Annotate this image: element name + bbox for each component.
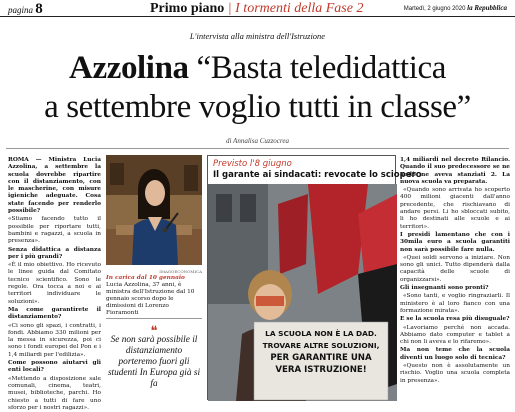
article-byline: di Annalisa Cuzzocrea [225, 137, 289, 145]
column4-paragraph: «Questo non è assolutamente un rischio. Voglio una scuola completa in presenza». [400, 363, 510, 384]
issue-date: Martedì, 2 giugno 2020 [403, 6, 466, 12]
article-column-1 [8, 157, 101, 411]
pull-quote [106, 323, 202, 390]
section-subtitle-text: I tormenti della Fase 2 [235, 1, 364, 16]
caption-divider [106, 318, 202, 319]
photo-credit: IMAGOECONOMICA [159, 269, 202, 274]
article-headline [0, 49, 515, 127]
column4-paragraph: «Lavoriamo perché non accada. Abbiamo dato computer e tablet a chi non li aveva e lo rifaremo». [400, 324, 510, 346]
article-column-4 [400, 157, 510, 400]
column4-question: Ma non teme che la scuola diventi un luogo solo di tecnica? [400, 347, 510, 361]
protest-photo [208, 184, 397, 401]
column1-paragraph: «Ci sono gli spazi, i contratti, i fondi. Abbiamo 330 milioni per la messa in sicurezza, poi ci sono i fondi europei del Pon e i 1,4 miliardi per l'edilizia». [8, 322, 101, 358]
page-header [0, 0, 515, 17]
column4-paragraph: «Sono tanti, e voglio ringraziarli. Il ministero è al loro fianco con una formazione mirata». [400, 293, 510, 314]
section-title: Primo piano [150, 1, 225, 16]
page-number-value: 8 [35, 1, 43, 17]
column1-paragraph: «È il mio obiettivo. Ho ricevuto le linee guida dal Comitato tecnico scientifico. Sono le regole. Ora tocca a noi e ai territori individuare le soluzioni». [8, 262, 101, 305]
headline-line2: a settembre voglio tutti in classe” [44, 89, 471, 125]
column4-paragraph: «Quei soldi servono a iniziare. Non sono gli unici. Tutto dipenderà dalla capacità delle scuole di organizzarsi». [400, 254, 510, 283]
column4-question: E se la scuola resa più disuguale? [400, 316, 510, 323]
minister-photo [106, 155, 202, 265]
photo-caption [106, 268, 202, 317]
article-kicker: L'intervista alla ministra dell'Istruzione [189, 31, 326, 41]
headline-line1: “Basta teledidattica [196, 50, 446, 86]
protest-sign-line: VERA ISTRUZIONE! [275, 365, 367, 375]
sidebar-box [207, 155, 422, 400]
protest-sign-line: TROVARE ALTRE SOLUZIONI, [262, 341, 380, 350]
page-label: pagina [8, 5, 34, 15]
section-subtitle: | I tormenti della Fase 2 [227, 1, 364, 16]
dateline [404, 4, 507, 12]
protest-sign [254, 328, 388, 376]
caption-text: Lucia Azzolina, 37 anni, è ministra dell'Istruzione dal 10 gennaio scorso dopo le dimissioni di Lorenzo Fioramonti [106, 282, 195, 316]
sidebar-title: Il garante ai sindacati: revocate lo sciopero [213, 170, 422, 180]
quote-mark: ❝ [150, 323, 158, 338]
column4-lead: 1,4 miliardi nel decreto Rilancio. Quando il suo predecessore se ne andò ne aveva stanziati 2. La nuova scuola va preparata. [400, 157, 510, 185]
minister-photo-image [106, 155, 202, 265]
column1-question: Ma come garantirete il distanziamento? [8, 306, 101, 321]
column1-question: Come possono aiutarvi gli enti locali? [8, 360, 101, 374]
protest-sign-line: PER GARANTIRE UNA [270, 353, 372, 363]
newspaper-name: la Repubblica [467, 4, 507, 12]
protest-sign-line: LA SCUOLA NON È LA DAD. [265, 329, 377, 338]
caption-label: In carica dal 10 gennaio [106, 275, 185, 281]
column1-paragraph: «Mettendo a disposizione sale comunali, cinema, teatri, musei, biblioteche, parchi. Ho chiesto a tutti di fare uno sforzo per i nostri ragazzi». [8, 375, 101, 411]
column1-lead: ROMA — Ministra Lucia Azzolina, a settembre la scuola dovrebbe ripartire con il distanziamento, con le mascherine, con misure igieniche adeguate. Cosa state facendo per renderlo possibile? [8, 157, 101, 215]
column1-paragraph: «Stiamo facendo tutto il possibile per riportare tutti, bambini e ragazzi, a scuola in presenza». [8, 216, 101, 245]
section-heading [150, 1, 363, 17]
column4-question: I presidi lamentano che con i 30mila euro a scuola garantiti non sarà possibile fare nulla. [400, 231, 510, 253]
headline-name: Azzolina [69, 50, 189, 86]
pull-quote-text: Se non sarà possibile il distanziamento porteremo fuori gli studenti In Europa già si fa [107, 335, 201, 389]
sidebar-kicker: Previsto l'8 giugno [213, 159, 292, 169]
divider [6, 148, 509, 149]
column4-question: Gli insegnanti sono pronti? [400, 285, 489, 292]
page-number [8, 1, 43, 18]
column1-question: Senza didattica a distanza per i più grandi? [8, 246, 101, 260]
column4-paragraph: «Quando sono arrivata ho scoperto 400 milioni giacenti dall'anno precedente, che rischiavano di andare persi. Li ho sbloccati subito, li ho destinati alle scuole e ai territori». [400, 187, 510, 230]
